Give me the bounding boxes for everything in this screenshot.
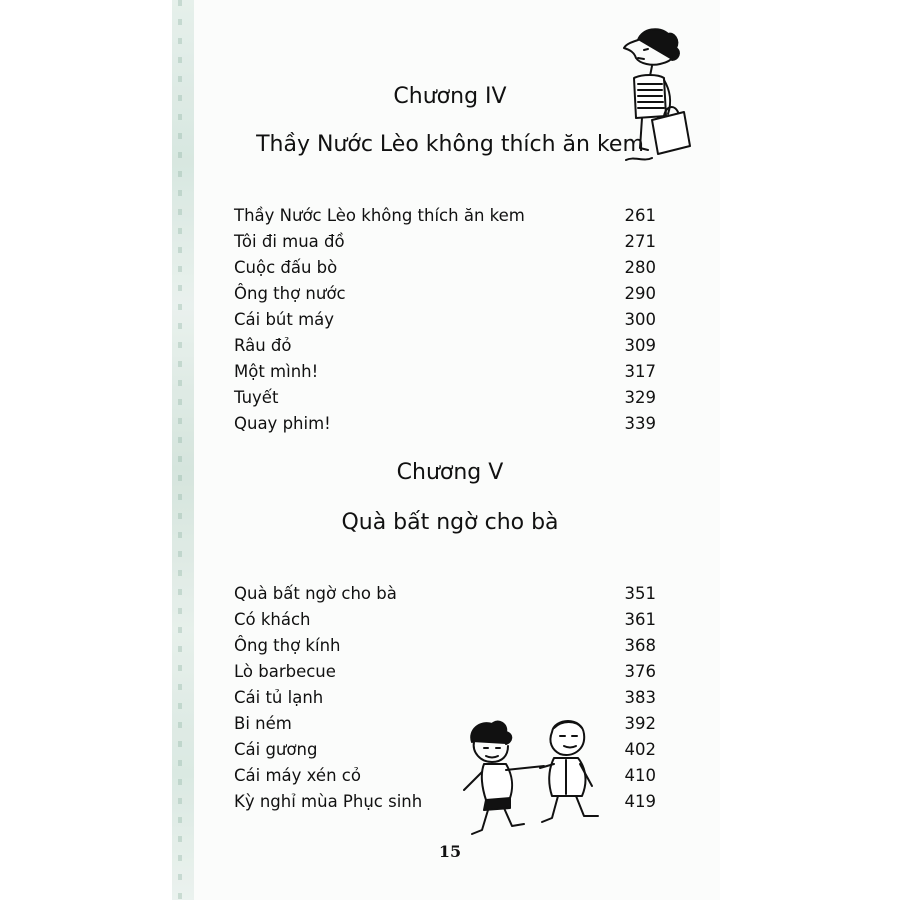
entry-page: 280 [624,258,656,277]
toc-entry [234,636,656,662]
chapter-title: Thầy Nước Lèo không thích ăn kem [256,132,644,157]
entry-page: 383 [624,688,656,707]
entry-title: Quay phim! [234,414,331,433]
chapter-heading: Chương V [396,460,504,485]
entry-title: Thầy Nước Lèo không thích ăn kem [234,206,525,225]
entry-page: 300 [624,310,656,329]
toc-entry [234,258,656,284]
entry-title: Ông thợ nước [234,284,346,303]
entry-page: 261 [624,206,656,225]
entry-page: 309 [624,336,656,355]
entry-title: Quà bất ngờ cho bà [234,584,397,603]
entry-page: 329 [624,388,656,407]
entry-page: 339 [624,414,656,433]
entry-title: Bi ném [234,714,292,733]
entry-title: Có khách [234,610,311,629]
entry-page: 402 [624,740,656,759]
toc-entry [234,688,656,714]
entry-title: Lò barbecue [234,662,336,681]
toc-entry [234,362,656,388]
two-boys-walking-illustration [460,712,620,842]
entry-title: Tuyết [234,388,279,407]
toc-entry [234,310,656,336]
toc-list [234,206,656,440]
entry-title: Cái tủ lạnh [234,688,324,707]
entry-page: 317 [624,362,656,381]
page-number: 15 [438,842,462,861]
entry-title: Tôi đi mua đồ [234,232,345,251]
toc-entry [234,388,656,414]
entry-page: 419 [624,792,656,811]
boy-with-bag-illustration [608,20,694,170]
entry-page: 410 [624,766,656,785]
toc-entry [234,232,656,258]
entry-title: Một mình! [234,362,319,381]
entry-title: Cuộc đấu bò [234,258,338,277]
entry-title: Cái gương [234,740,318,759]
entry-title: Kỳ nghỉ mùa Phục sinh [234,792,423,811]
entry-title: Cái bút máy [234,310,335,329]
entry-page: 271 [624,232,656,251]
chapter-title: Quà bất ngờ cho bà [341,510,559,535]
entry-page: 376 [624,662,656,681]
toc-entry [234,662,656,688]
toc-entry [234,610,656,636]
chapter-heading: Chương IV [393,84,507,109]
entry-page: 392 [624,714,656,733]
toc-entry [234,206,656,232]
toc-entry [234,414,656,440]
entry-title: Râu đỏ [234,336,292,355]
toc-entry [234,584,656,610]
entry-page: 368 [624,636,656,655]
entry-page: 361 [624,610,656,629]
entry-title: Ông thợ kính [234,636,341,655]
toc-entry [234,336,656,362]
entry-title: Cái máy xén cỏ [234,766,361,785]
toc-entry [234,284,656,310]
entry-page: 290 [624,284,656,303]
entry-page: 351 [624,584,656,603]
